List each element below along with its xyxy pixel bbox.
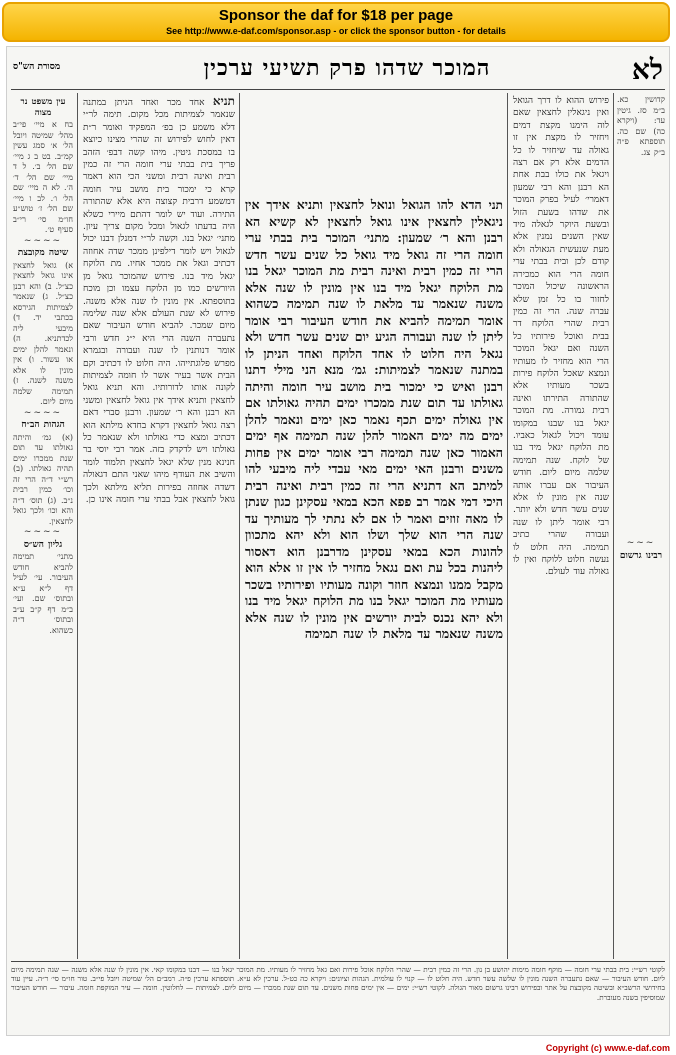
shita-text: א) גואל לחצאין אינו גואל לחצאין כצ״ל. ב) והא רבנן כצ״ל. ג) שנאמר לצמיתות הגירסא בכתבי יד. ד) מיבעי ליה לכדתניא. ה) ונאמר להלן ימים או עשור. ו) אין מונין לו אלא משנה לשנה. ז) תמימה שלמה מיום ליום.: [13, 260, 73, 406]
ornament-divider: ~~~: [626, 538, 656, 548]
tosafot-column: [83, 95, 235, 957]
rashi-column: [513, 95, 609, 957]
hagahot-title: הגהות הב״ח: [21, 420, 65, 430]
hagahot-text: (א) גמ׳ והיתה גאולתו עד תום שנת ממכרו ימים תהיה גאולתו. (ב) רש״י ד״ה הרי זה וכו׳ כמין רבית נ״ב. (ג) תוס׳ ד״ה והא וכו׳ ולכך גואל לחצאין.: [13, 432, 73, 526]
column-rule: [613, 93, 614, 959]
sponsor-banner-subtitle[interactable]: See http://www.e-daf.com/sponsor.asp - or click the sponsor button - for details: [166, 26, 506, 36]
right-margin-column: [617, 95, 665, 957]
ein-mishpat-title: עין משפט נר מצוה: [20, 97, 66, 118]
tractate-mark: מסורת הש"ס: [13, 62, 61, 72]
footnotes-block: לקוטי רש״י: בית בבתי ערי חומה — מוקף חומה מימות יהושע בן נון. הרי זה כמין רבית — שהרי הלוקח אוכל פירות ואם גאל מחזיר לו מעותיו. מת המוכר יגאל בנו — דבנו במקומו קאי. אין מונין לו שנה אלא משנה — שנה תמימה מיום ליום. חודש העיבור — שאם נתעברה השנה מונין לו שלשה עשר חדש. היה חלוט לו — קנוי לו עולמית. הגהות וציונים: ויקרא כה כט-ל. ערכין לא ע״א. תוספתא ערכין פ״ה. רמב״ם הל׳ שמיטה ויובל פי״ב. טור חו״מ סי׳ ר״ה. עיין עוד בחידושי הרשב״א ובשיטה מקובצת על אתר ובפירוש רבינו גרשום מאור הגולה. לקוטי רש״י: ימים — אין ימים פחות משנים. עד תום שנת ממכרו — מיום ליום. לצמיתות — לחלוטין. חומה — עיר המוקפת חומה. עיבור — חודש העיבור שמוסיפין בשנה מעוברת.: [11, 965, 665, 1002]
tosafot-text: אחד מכר ואחד הניתן במתנה שנאמר לצמיתות מכל מקום. תימה לר״י דלא משמע כן בפ׳ המפקיד ואומר ר״ת דאין לחוש לפירוש זה שהרי מצינו כיוצא בו במסכת גיטין. מיהו קשה דבפ׳ הזהב פריך בית בבתי ערי חומה הרי זה כמין רבית ואינה רבית ומשני הכי הוא דאמר קרא כי ימכור בית מושב עיר חומה דמשמע דרבית קצוצה היא אלא שהתורה התירה. ועוד יש לומר דהתם מיירי כשלא היה בדעתו לגאול ומכל מקום צריך עיון. מתני׳ יגאל בנו. וקשה לר״י דמנלן דבנו יכול לגאול ויש לומר דילפינן ממכר שדה אחוזה דכתיב וגאל את ממכר אחיו. מת הלוקח יגאל מיד בנו. פירוש שהמוכר גואל מן היורשים כמו מן הלוקח עצמו וכן מוכח בתוספתא. אין מונין לו שנה אלא משנה. פירוש לא שנת העולם אלא שנה שלימה מיום שמכר. להביא חודש העיבור שאם נתעברה השנה הרי היא י״ג חדש ורבי אומר דנותנין לו שנה ועבורה ובגמרא מפרש פלוגתייהו. היה חלוט לו דכתיב וקם הבית אשר בעיר אשר לו חומה לצמיתות לקונה אותו לדורותיו. והא תניא גואל לחצאין ותניא אידך אין גואל לחצאין ומשני הא רבנן והא ר׳ שמעון. ורבנן סברי דאם רצה גואל לחצאין דקרא בחדא מילתא הוא דכתיב ומצא כדי גאולתו ולא שנאמר כל גאולתו ויש לדקדק בזה. אמר רבי יוסי בר חנינא מנין שלא יגאל לחצאין תלמוד לומר והשיב את העודף מיהו שאני התם דגאולה דשדה אחוזה בפירות תליא מילתא ולכך גואל לחצאין אבל בבתי ערי חומה אינו כן.: [83, 98, 235, 505]
mesoret-text: קדושין כא. ב״מ סז. גיטין עד: (ויקרא כה) שם כה. תוספתא פ״ה ב״ק צג.: [617, 95, 665, 157]
chapter-header: המוכר שדהו פרק תשיעי ערכין: [203, 55, 491, 81]
folio-number: לא: [631, 53, 663, 86]
sponsor-banner-title[interactable]: Sponsor the daf for $18 per page: [218, 7, 454, 24]
gemara-column: [245, 197, 503, 807]
footnote-rule: [11, 961, 665, 962]
header-rule: [11, 89, 665, 90]
copyright-notice[interactable]: Copyright (c) www.e-daf.com: [545, 1043, 670, 1053]
gilyon-text: מתני׳ תמימה להביא חודש העיבור. עי׳ לעיל דף ל״א ע״א ובתוס׳ שם. ועי׳ ב״מ דף ק״ב ע״ב ובתוס׳ ד״ה כשהוא.: [13, 552, 73, 635]
gemara-text: הדא להו הגואל ונואל לחצאין ותניא אידך אין ניגאלין לחצאין אינו גואל לחצאין לא קשיא הא רבנן והא ר׳ שמעון: מתני׳ המוכר בית בבתי ערי חומה הרי זה גואל מיד גואל כל שנים עשר חדש הרי זה כמין רבית ואינה רבית מת המוכר יגאל בנו מת הלוקח יגאל מיד בנו אין מונין לו שנה אלא משנה שנאמר עד מלאת לו שנה תמימה כשהוא אומר תמימה להביא את חודש העיבור רבי אומר ליתן לו שנה ועבורה הגיע יום שנים עשר חדש ולא נגאל היה חלוט לו אחד הלוקח ואחד הניתן לו במתנה שנאמר לצמיתות: גמ׳ מנא הני מילי דתנו רבנן ואיש כי ימכור בית מושב עיר חומה והיתה גאולתו עד תום שנת ממכרו ימים תהיה גאולתו אם אין גאולה ימים תכף נאמר כאן ימים ונאמר להלן ימים מה ימים האמור להלן שנה תמימה אף ימים האמור כאן שנה תמימה רבי אומר ימים אין פחות משנים ורבנן האי ימים מאי עבדי ליה מיבעי להו למיתב הא דתניא הרי זה כמין רבית ואינה רבית היכי דמי אמר רב פפא הכא במאי עסקינן כגון שנתן לו מאה זוזים ואמר לו אם לא נתתי לך מעותיך עד שנה הרי הוא שלך ושלו הוא ולא יהא מתכוון להונות הכא במאי עסקינן מדרבנן הוא דאסור ליהנות בכל עת ואם נגאל מחזיר לו אין זו אלא הוא מקבל ממנו ונמצא חוזר וקונה מעותיו ופירותיו בשכר מעותיו מת המוכר יגאל בנו מת הלוקח יגאל מיד בנו ולא יהא נכנס לבית יורשים אין מונין לו שנה אלא משנה שנאמר עד מלאת לו שנה תמימה: [245, 197, 503, 641]
column-rule: [507, 93, 508, 959]
rabbeinu-gershom-title: רבינו גרשום: [619, 550, 663, 561]
ornament-divider: ~~~~: [23, 527, 63, 537]
gemara-heading: תני: [488, 198, 503, 212]
gilyon-title: גליון הש״ס: [23, 539, 63, 550]
column-rule: [77, 93, 78, 959]
left-margin-column: [13, 95, 73, 957]
ein-mishpat-text: בח א מיי׳ פי״ב מהל׳ שמיטה ויובל הל׳ א׳ סמג עשין קמ״ב. בט ב ג מיי׳ שם הל׳ ב׳. ל ד מיי׳ שם הל׳ ד׳ ה׳. לא ה מיי׳ שם הל׳ ו׳. לב ו מיי׳ שם הל׳ ז׳ טוש״ע חו״מ סי׳ רי״ב סעיף ט׳.: [13, 120, 73, 234]
column-rule: [239, 93, 240, 959]
sponsor-banner[interactable]: [2, 2, 670, 42]
ornament-divider: ~~~~: [23, 407, 63, 418]
shita-title: שיטה מקובצת: [17, 248, 69, 258]
talmud-page: [6, 46, 670, 1036]
rashi-text: פירוש ההוא לו דרך הגואל ואין ניגאלין לחצאין שאם לוה הימנו מקצת דמים ויחזיר לו מקצת אין זו גאולה עד שיחזיר לו כל הדמים אלא רק אם רצה ויגאל את כולו בבת אחת הא רבנן והא רבי שמעון דאמרי׳ לעיל בפרק המוכר את שדהו בשעת הזול ובשעת היוקר לגאלה מיד שאין השנים נמנין אלא מעת שנעשית הגאולה ולא קודם לכן ובית בבתי ערי חומה הרי הוא כמכירה הראשונה שיכול המוכר לחזור בו כל זמן שלא עברה שנה. הרי זה כמין רבית שהרי הלוקח דר בבית ואוכל פירותיו כל השנה ואם יגאל המוכר הרי הוא מחזיר לו מעותיו ונמצא שאכל הלוקח פירות בשכר מעותיו אלא שהתורה התירתו ואינה רבית גמורה. מת המוכר יגאל בנו שבנו במקומו עומד ויכול לגאול כאביו. מת הלוקח יגאל מיד בנו של לוקח. שנה תמימה שלמה מיום ליום. חודש העיבור אם עברו אותה שנה אין מונין לו אלא שנים עשר חדש ולא יותר. רבי אומר ליתן לו שנה ועבורה שהרי כתיב תמימה. היה חלוט לו נעשה חלוט ללוקח ואין לו גאולה עוד לעולם.: [513, 96, 609, 578]
tosafot-heading: תניא: [212, 95, 235, 108]
ornament-divider: ~~~~: [23, 235, 63, 246]
